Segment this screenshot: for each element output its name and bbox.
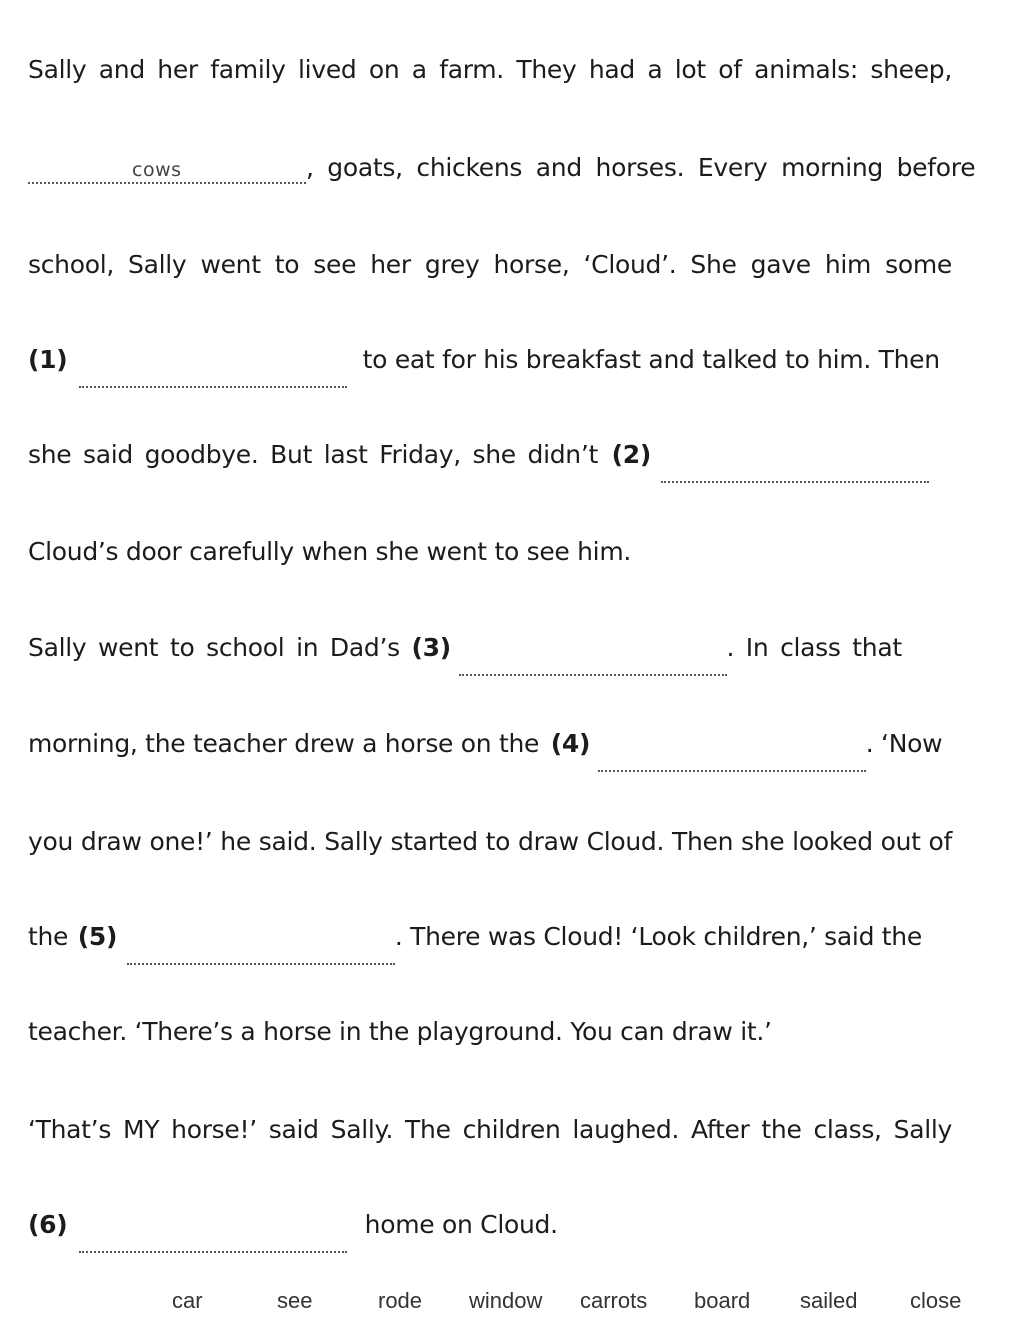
story-text: . There was Cloud! ‘Look children,’ said the [394, 922, 922, 951]
story-line-3 [28, 245, 952, 285]
story-text: Sally went to school in Dad’s [28, 633, 400, 662]
story-text: to eat for his breakfast and talked to him. Then [362, 345, 940, 374]
story-line-8 [28, 724, 952, 764]
story-line-1 [28, 50, 952, 90]
word-bank-item[interactable]: car [172, 1288, 203, 1313]
example-answer: cows [132, 159, 182, 181]
answer-blank-1[interactable] [79, 368, 347, 388]
answer-blank-4[interactable] [598, 752, 866, 772]
story-text: Cloud’s door carefully when she went to see him. [28, 537, 632, 566]
story-text: morning, the teacher drew a horse on the [28, 729, 540, 758]
story-line-12 [28, 1110, 952, 1150]
question-number-6: (6) [28, 1210, 68, 1239]
example-blank [28, 159, 306, 184]
question-number-2: (2) [611, 440, 652, 469]
answer-blank-5[interactable] [127, 945, 395, 965]
story-text: the [28, 922, 69, 951]
story-text: . In class that [726, 633, 902, 662]
story-text: teacher. ‘There’s a horse in the playground. You can draw it.’ [28, 1017, 772, 1046]
story-text: Sally and her family lived on a farm. They had a lot of animals: sheep, [28, 55, 952, 84]
story-line-7 [28, 628, 952, 668]
story-line-5 [28, 435, 952, 475]
question-number-3: (3) [411, 633, 451, 662]
word-bank-item[interactable]: sailed [800, 1288, 858, 1313]
story-line-6 [28, 532, 952, 572]
word-bank-item[interactable]: close [910, 1288, 962, 1313]
word-bank-item[interactable]: carrots [580, 1288, 648, 1313]
answer-blank-3[interactable] [459, 656, 727, 676]
story-text: ‘That’s MY horse!’ said Sally. The children laughed. After the class, Sally [28, 1115, 952, 1144]
story-line-10 [28, 917, 952, 957]
answer-blank-2[interactable] [661, 463, 929, 483]
story-line-4 [28, 340, 952, 380]
story-line-13 [28, 1205, 952, 1245]
word-bank-item[interactable]: board [694, 1288, 751, 1313]
word-bank-item[interactable]: window [469, 1288, 543, 1313]
story-text: she said goodbye. But last Friday, she didn’t [28, 440, 598, 469]
question-number-1: (1) [28, 345, 68, 374]
question-number-4: (4) [550, 729, 591, 758]
story-text: , goats, chickens and horses. Every morning before [306, 153, 976, 182]
word-bank-item[interactable]: rode [378, 1288, 423, 1313]
story-line-11 [28, 1012, 952, 1052]
story-line-9 [28, 822, 952, 862]
word-bank [0, 1288, 1024, 1322]
answer-blank-6[interactable] [79, 1233, 347, 1253]
story-text: home on Cloud. [364, 1210, 558, 1239]
story-line-2 [28, 148, 976, 188]
story-text: school, Sally went to see her grey horse, ‘Cloud’. She gave him some [28, 250, 952, 279]
word-bank-item[interactable]: see [277, 1288, 313, 1313]
story-text: . ‘Now [865, 729, 943, 758]
story-text: you draw one!’ he said. Sally started to draw Cloud. Then she looked out of [28, 827, 952, 856]
question-number-5: (5) [77, 922, 118, 951]
